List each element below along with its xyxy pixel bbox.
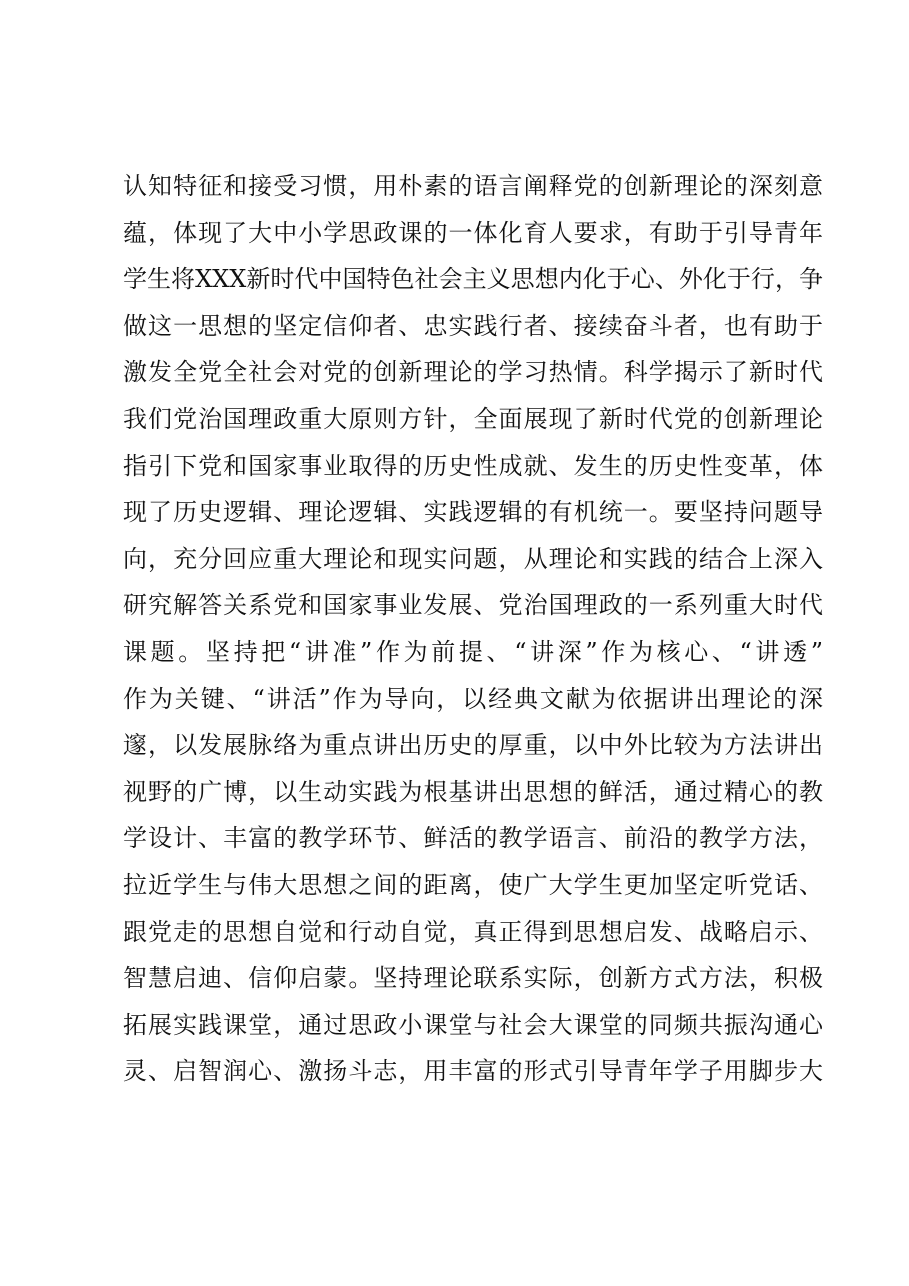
text-line: 向，充分回应重大理论和现实问题，从理论和实践的结合上深入 [123,544,823,573]
text-line: 学设计、丰富的教学环节、鲜活的教学语言、前沿的教学方法， [123,824,823,853]
text-line: 作为关键、“讲活”作为导向，以经典文献为依据讲出理论的深 [123,684,823,713]
text-line: 研究解答关系党和国家事业发展、党治国理政的一系列重大时代 [123,591,823,620]
text-line: 跟党走的思想自觉和行动自觉，真正得到思想启发、战略启示、 [123,917,823,946]
text-line: 现了历史逻辑、理论逻辑、实践逻辑的有机统一。要坚持问题导 [123,498,823,527]
text-line: 学生将XXX新时代中国特色社会主义思想内化于心、外化于行，争 [123,265,823,294]
text-line: 拓展实践课堂，通过思政小课堂与社会大课堂的同频共振沟通心 [123,1010,823,1039]
text-line: 指引下党和国家事业取得的历史性成就、发生的历史性变革，体 [123,451,823,480]
text-line: 激发全党全社会对党的创新理论的学习热情。科学揭示了新时代 [123,358,823,387]
text-line: 蕴，体现了大中小学思政课的一体化育人要求，有助于引导青年 [123,218,823,247]
body-text [123,163,823,1095]
text-line: 认知特征和接受习惯，用朴素的语言阐释党的创新理论的深刻意 [123,172,823,200]
text-line: 课题。坚持把“讲准”作为前提、“讲深”作为核心、“讲透” [123,637,823,666]
text-line: 智慧启迪、信仰启蒙。坚持理论联系实际，创新方式方法，积极 [123,964,823,993]
text-line: 我们党治国理政重大原则方针，全面展现了新时代党的创新理论 [123,404,823,433]
text-line: 灵、启智润心、激扬斗志，用丰富的形式引导青年学子用脚步大 [123,1057,823,1086]
text-line: 视野的广博，以生动实践为根基讲出思想的鲜活，通过精心的教 [123,777,823,806]
text-line: 拉近学生与伟大思想之间的距离，使广大学生更加坚定听党话、 [123,870,823,899]
text-line: 邃，以发展脉络为重点讲出历史的厚重，以中外比较为方法讲出 [123,731,823,760]
text-line: 做这一思想的坚定信仰者、忠实践行者、接续奋斗者，也有助于 [123,311,823,340]
